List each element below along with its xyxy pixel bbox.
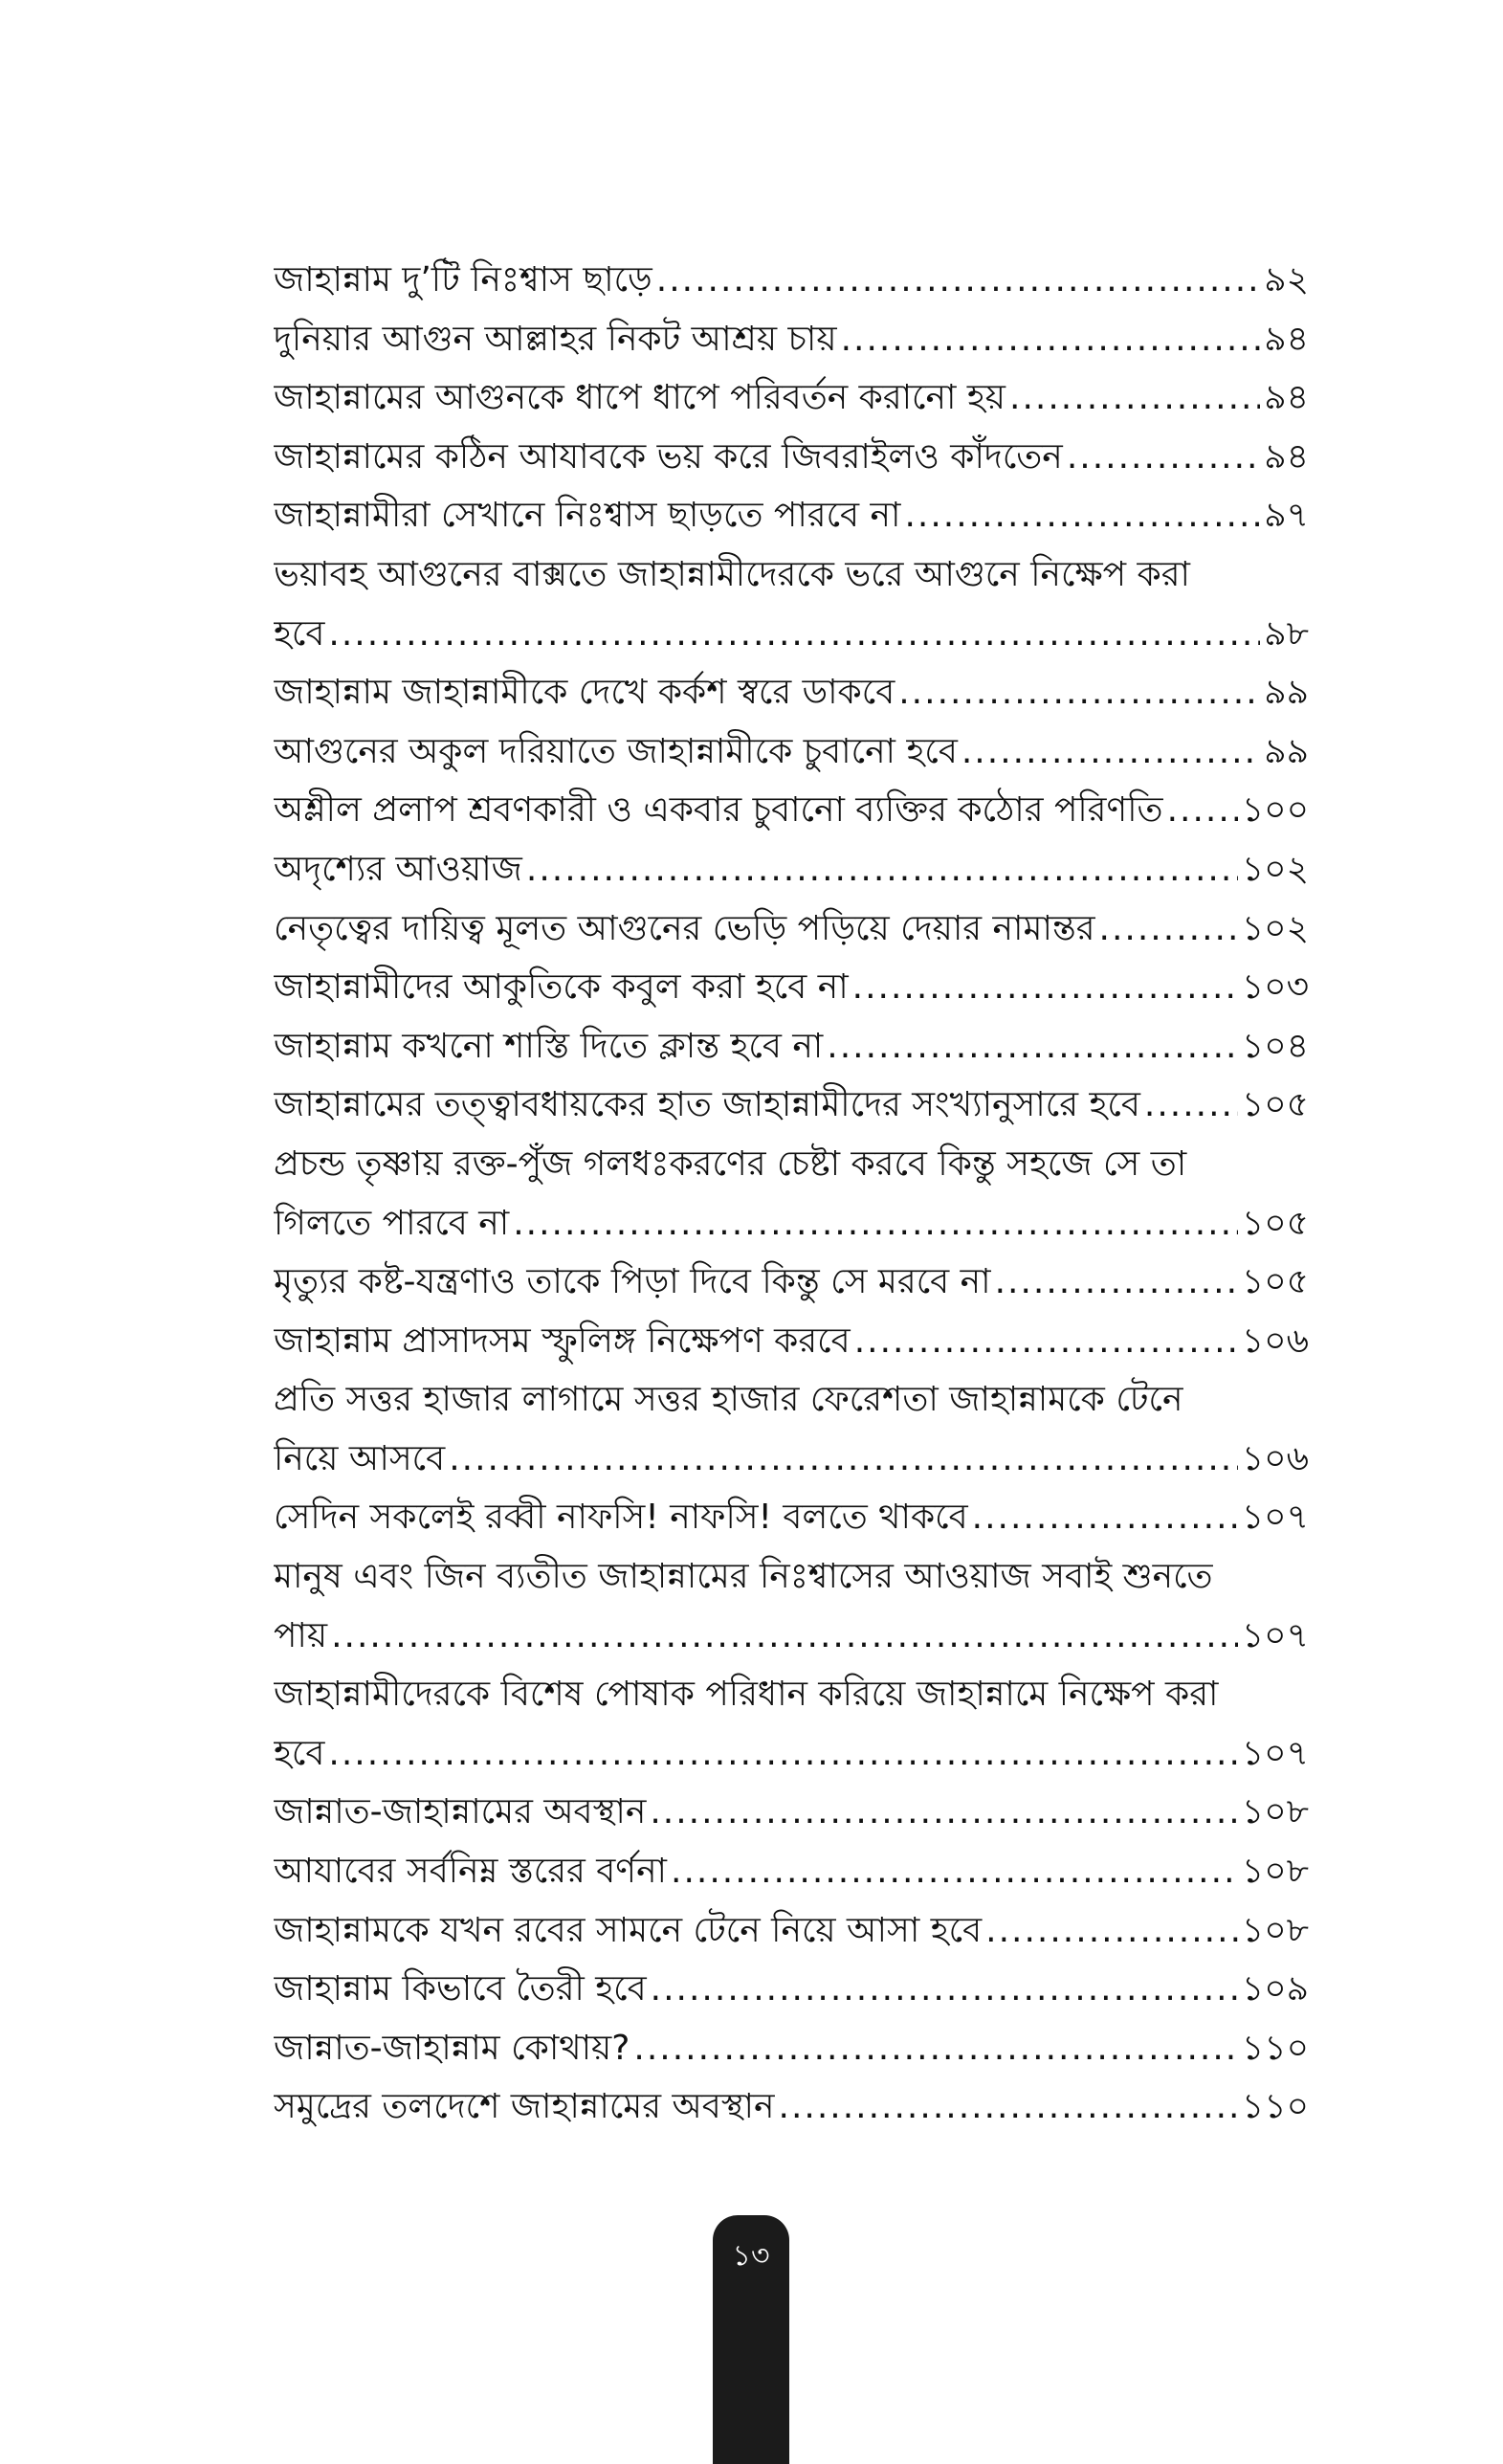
toc-leader-dots [331,1607,1238,1666]
toc-entry [274,310,1309,369]
page-number-tab [713,2215,789,2464]
toc-entry-title: জাহান্নামের তত্ত্বাবধায়কের হাত জাহান্নামীদের সংখ্যানুসারে হবে [274,1085,1140,1125]
toc-leader-dots [904,486,1260,545]
toc-entry-title: জাহান্নাম কখনো শাস্তি দিতে ক্লান্ত হবে না [274,1026,824,1066]
toc-entry [274,1607,1309,1666]
toc-entry-title: জান্নাত-জাহান্নাম কোথায়? [274,2028,630,2068]
toc-entry-title: জাহান্নাম দু’টি নিঃশ্বাস ছাড়ে [274,260,652,300]
toc-entry [274,2077,1309,2137]
toc-entry [274,781,1309,840]
toc-entry-title: নেতৃত্বের দায়িত্ব মূলত আগুনের ভেড়ি পড়িয়ে দেয়ার নামান্তর [274,908,1095,948]
toc-entry [274,428,1309,487]
toc-entry-title: সেদিন সকলেই রব্বী নাফসি! নাফসি! বলতে থাকবে [274,1498,968,1538]
toc-leader-dots [972,1488,1238,1547]
toc-leader-dots [650,1783,1238,1842]
toc-leader-dots [961,722,1260,782]
toc-entry-title-line: মানুষ এবং জিন ব্যতীত জাহান্নামের নিঃশ্বাসের আওয়াজ সবাই শুনতে [274,1557,1213,1597]
toc-entry-title-line: ভয়াবহ আগুনের বাক্সতে জাহান্নামীদেরকে ভরে আগুনে নিক্ষেপ করা [274,554,1190,594]
toc-entry-title: অশ্লীল প্রলাপ শ্রবণকারী ও একবার চুবানো ব্যক্তির কঠোর পরিণতি [274,790,1163,831]
toc-entry-page: ১০৪ [1241,1026,1309,1066]
toc-entry-title: জাহান্নামের আগুনকে ধাপে ধাপে পরিবর্তন করানো হয় [274,378,1006,418]
toc-entry-title: আগুনের অকুল দরিয়াতে জাহান্নামীকে চুবানো হবে [274,731,958,771]
toc-entry [274,1783,1309,1842]
toc-entry [274,1194,1309,1254]
toc-entry [274,368,1309,428]
toc-entry-page: ১০৫ [1241,1262,1309,1302]
toc-leader-dots [328,1724,1237,1784]
toc-entry-title: পায় [274,1615,328,1655]
toc-entry [274,1312,1309,1371]
toc-leader-dots [1009,368,1260,428]
toc-leader-dots [841,310,1261,369]
toc-entry-page: ৯৯ [1264,673,1309,713]
toc-entry-page: ১০২ [1241,849,1309,889]
toc-entry [274,486,1309,545]
toc-entry-title-line: প্রতি সত্তর হাজার লাগামে সত্তর হাজার ফেরেশতা জাহান্নামকে টেনে [274,1380,1183,1420]
toc-entry [274,2019,1309,2078]
toc-entry-page: ৯৯ [1264,731,1309,771]
toc-entry-title: জাহান্নামের কঠিন আযাবকে ভয় করে জিবরাইলও কাঁদতেন [274,436,1063,477]
toc-entry [274,840,1309,899]
toc-entry-title: জাহান্নাম কিভাবে তৈরী হবে [274,1969,647,2009]
toc-entry [274,1724,1309,1784]
toc-leader-dots [854,1312,1238,1371]
toc-entry-page: ১০৮ [1241,1910,1309,1950]
toc-entry-page: ৯৪ [1264,436,1309,477]
toc-entry-page: ১০৭ [1241,1733,1309,1773]
toc-entry-page: ৯৪ [1264,378,1309,418]
toc-leader-dots [1099,899,1238,959]
toc-leader-dots [1167,781,1238,840]
toc-leader-dots [513,1194,1238,1254]
toc-entry-page: ৯৮ [1264,613,1309,654]
toc-entry-page: ১০২ [1241,908,1309,948]
toc-entry [274,1253,1309,1312]
toc-leader-dots [449,1430,1238,1489]
toc-entry-page: ১০৯ [1241,1969,1309,2009]
toc-entry-page: ১০৩ [1241,967,1309,1008]
toc-entry-title: হবে [274,613,325,654]
toc-leader-dots [1067,428,1260,487]
toc-entry [274,899,1309,959]
toc-entry-title: অদৃশ্যের আওয়াজ [274,849,522,889]
toc-entry [274,1430,1309,1489]
toc-entry-page: ১১০ [1241,2087,1309,2127]
toc-entry-title: জাহান্নামীদের আকুতিকে কবুল করা হবে না [274,967,849,1008]
toc-entry-title: গিলতে পারবে না [274,1203,510,1243]
toc-entry [274,1488,1309,1547]
toc-entry-page: ১০৮ [1241,1852,1309,1892]
toc-entry-title: জান্নাত-জাহান্নামের অবস্থান [274,1792,647,1832]
toc-entry-page: ১০৫ [1241,1203,1309,1243]
toc-entry [274,958,1309,1017]
toc-entry-title: মৃত্যুর কষ্ট-যন্ত্রণাও তাকে পিড়া দিবে কিন্তু সে মরবে না [274,1262,991,1302]
toc-entry [274,1017,1309,1077]
toc-leader-dots [779,2077,1238,2137]
toc-entry [274,1076,1309,1135]
toc-entry-title: দুনিয়ার আগুন আল্লাহর নিকট আশ্রয় চায় [274,319,837,359]
toc-leader-dots [898,663,1260,722]
toc-entry-title: জাহান্নামীরা সেখানে নিঃশ্বাস ছাড়তে পারবে না [274,496,901,536]
toc-leader-dots [328,605,1260,664]
toc-entry-title: সমুদ্রের তলদেশে জাহান্নামের অবস্থান [274,2087,775,2127]
toc-leader-dots [651,1960,1238,2019]
toc-entry-title: জাহান্নামকে যখন রবের সামনে টেনে নিয়ে আসা হবে [274,1910,983,1950]
toc-entry-page: ১০০ [1241,790,1309,831]
toc-entry-title: হবে [274,1733,325,1773]
toc-entry-page: ১০৫ [1241,1085,1309,1125]
toc-leader-dots [526,840,1238,899]
toc-entry-page: ৯৪ [1264,319,1309,359]
toc-entry-title: জাহান্নাম জাহান্নামীকে দেখে কর্কশ স্বরে ডাকবে [274,673,895,713]
toc-entry-title-line: প্রচন্ড তৃষ্ণায় রক্ত-পুঁজ গলধঃকরণের চেষ্টা করবে কিন্তু সহজে সে তা [274,1143,1187,1184]
toc-leader-dots [656,251,1260,310]
toc-entry-page: ৯৭ [1264,496,1309,536]
toc-entry-page: ১০৭ [1241,1615,1309,1655]
toc-entry [274,663,1309,722]
toc-entry [274,605,1309,664]
toc-entry-page: ১০৬ [1241,1438,1309,1478]
toc-entry [274,1960,1309,2019]
toc-entry-page: ১০৮ [1241,1792,1309,1832]
toc-leader-dots [827,1017,1238,1077]
toc-entry-page: ৯২ [1264,260,1309,300]
toc-entry [274,722,1309,782]
toc-entry-page: ১০৭ [1241,1498,1309,1538]
toc-entry-page: ১১০ [1241,2028,1309,2068]
toc-entry-title: নিয়ে আসবে [274,1438,446,1478]
toc-entry-title-line: জাহান্নামীদেরকে বিশেষ পোষাক পরিধান করিয়ে জাহান্নামে নিক্ষেপ করা [274,1675,1219,1715]
toc-leader-dots [852,958,1238,1017]
toc-leader-dots [995,1253,1238,1312]
toc-leader-dots [633,2019,1237,2078]
toc-entry [274,1901,1309,1961]
toc-entry [274,1842,1309,1901]
page-number: ১৩ [732,2239,770,2273]
table-of-contents [274,251,1309,2137]
toc-entry [274,251,1309,310]
toc-entry-title: জাহান্নাম প্রাসাদসম স্ফুলিঙ্গ নিক্ষেপণ করবে [274,1321,851,1361]
toc-entry-page: ১০৬ [1241,1321,1309,1361]
toc-leader-dots [671,1842,1238,1901]
toc-leader-dots [985,1901,1238,1961]
toc-entry-title: আযাবের সর্বনিম্ন স্তরের বর্ণনা [274,1852,667,1892]
toc-leader-dots [1144,1076,1238,1135]
